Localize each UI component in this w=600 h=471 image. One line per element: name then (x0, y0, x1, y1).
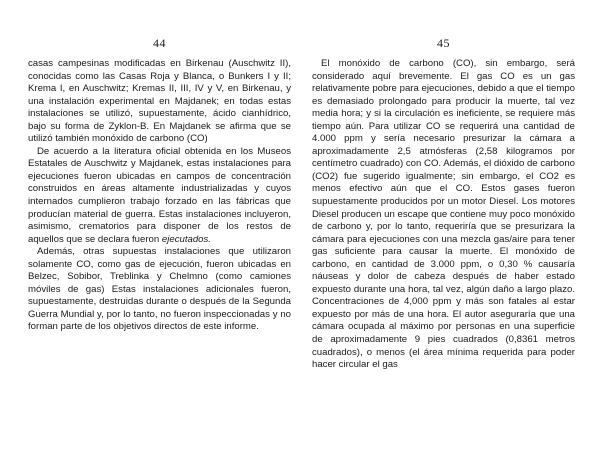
right-page (312, 0, 575, 471)
paragraph (28, 146, 291, 246)
page-number-right: 45 (437, 36, 450, 50)
paragraph: El monóxido de carbono (CO), sin embargo, será considerado aquí brevemente. El gas CO es un gas relativamente pobre para ejecuciones, debido a que el tiempo es demasiado prolongado para producir la muerte, tal vez media hora; y si la circulación es ineficiente, se requiere más tiempo aún. Para utilizar CO se requerirá una cantidad de 4.000 ppm y sería necesario presurizar la cámara a aproximadamente 2,5 atmósferas (2,58 kilogramos por centímetro cuadrado) con CO. Además, el dióxido de carbono (CO2) fue sugerido igualmente; sin embargo, el CO2 es menos efectivo aún que el CO. Estos gases fueron supuestamente producidos por un motor Diesel. Los motores Diesel producen un escape que contiene muy poco monóxido de carbono y, por lo tanto, requeriría que se presurizara la cámara para ejecuciones con una mezcla gas/aire para tener gas suficiente para causar la muerte. El monóxido de carbono, en cantidad de 3.000 ppm, o 0,30 % causaría náuseas y dolor de cabeza después de haber estado expuesto durante una hora, tal vez, algún daño a largo plazo. Concentraciones de 4,000 ppm y más son fatales al estar expuesto por más de una hora. El autor aseguraría que una cámara ocupada al máximo por personas en una superficie de aproximadamente 9 pies cuadrados (0,8361 metros cuadrados), o menos (el área mínima requerida para poder hacer circular el gas (312, 58, 575, 371)
paragraph: casas campesinas modificadas en Birkenau (Auschwitz II), conocidas como las Casas Roja y Blanca, o Bunkers I y II; Krema I, en Auschwitz; Kremas II, III, IV y V, en Birkenau, y una instalación experimental en Majdanek; en todas estas instalaciones se utilizó, supuestamente, ácido cianhídrico, bajo su forma de Zyklon-B. En Majdanek se afirma que se utilizó también monóxido de carbono (CO) (28, 58, 291, 145)
left-page-body (28, 58, 291, 334)
paragraph: Además, otras supuestas instalaciones que utilizaron solamente CO, como gas de ejecución, fueron ubicadas en Belzec, Sobibor, Treblinka y Chelmno (como camiones móviles de gas) Estas instalaciones adicionales fueron, supuestamente, destruidas durante o después de la Segunda Guerra Mundial y, por lo tanto, no fueron inspeccionadas y no forman parte de los objetivos directos de este informe. (28, 246, 291, 333)
right-page-body (312, 58, 575, 372)
page-number-left: 44 (153, 36, 166, 50)
paragraph-text: De acuerdo a la literatura oficial obtenida en los Museos Estatales de Auschwitz y Majdanek, estas instalaciones para ejecuciones fueron ubicadas en campos de concentración construidos en áreas altamente industrializadas y cuyos internados cumplieron trabajo forzado en las fábricas que producían material de guerra. Estas instalaciones incluyeron, asimismo, crematorios para disponer de los restos de aquellos que se declara fueron (28, 145, 291, 245)
left-page (28, 0, 291, 471)
italic-term: ejecutados. (161, 233, 211, 245)
